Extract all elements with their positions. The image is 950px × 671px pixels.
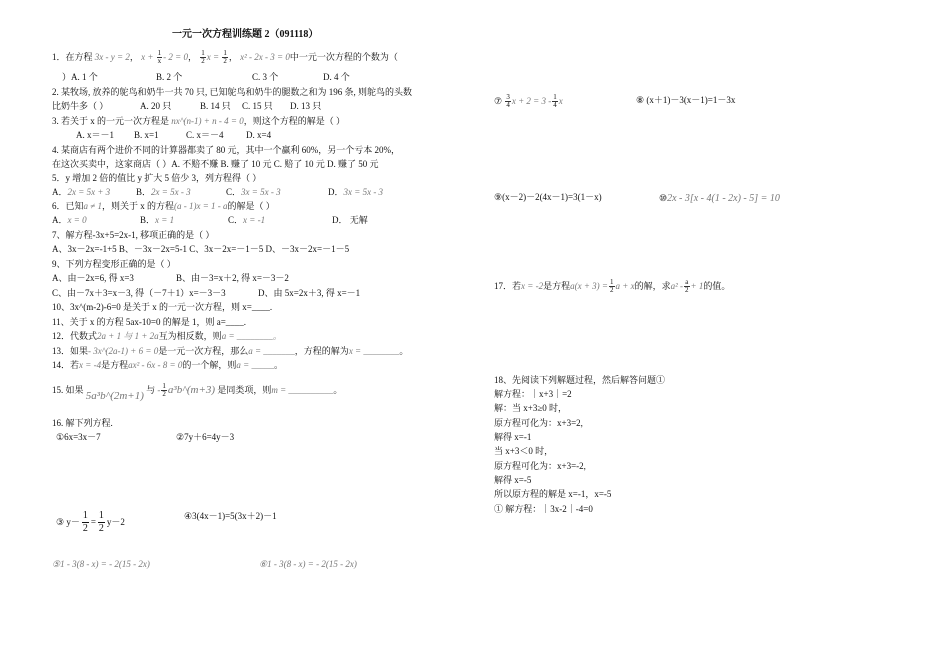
q18-line-9: ① 解方程：｜3x-2｜-4=0 <box>494 504 593 514</box>
q7-options: A、3x－2x=-1+5 B、－3x－2x=5-1 C、3x－2x=－1－5 D、－3x－2x=－1－5 <box>52 244 350 254</box>
q5-stem: 5．y 增加 2 倍的值比 y 扩大 5 倍少 3，列方程得（ ） <box>52 173 262 183</box>
q18-line-2: 解：当 x+3≥0 时， <box>494 403 568 413</box>
q2-stem: 比奶牛多（ ） <box>52 101 109 111</box>
q11: 11、关于 x 的方程 5ax-10=0 的解是 1，则 a=____. <box>52 317 247 327</box>
q1-eq-1: 3x - y = 2 <box>94 52 130 62</box>
q14-value: x = -4 <box>79 360 102 370</box>
q1-opt-b: B. 2 个 <box>156 72 183 82</box>
q5-opt-d: 3x = 5x - 3 <box>343 187 384 197</box>
q15-term-1: 5a³b^(2m+1) <box>85 390 144 402</box>
q5-label-b: B． <box>136 187 152 197</box>
q16-eq-3-pre: ③ y－ <box>56 517 80 527</box>
q16-eq-3-post: y－2 <box>106 517 125 527</box>
q13-blank-x: x = ________ <box>348 346 400 356</box>
q3-prefix: 3. 若关于 x 的一元一次方程是 <box>52 116 170 126</box>
q16-eq-3: ③ y－ $\frac{1}{2}$ = $\frac{1}{2}$ y－2 <box>56 510 125 535</box>
q1-eq-2b: - 2 = 0 <box>163 52 188 62</box>
q9-row-2 <box>52 287 361 299</box>
q14-mid2: 的一个解，则 <box>182 360 237 370</box>
q2-opt-d: D. 13 只 <box>290 101 322 111</box>
q12-blank: a = ________。 <box>221 331 282 341</box>
q13-mid2: ，方程的解为 <box>294 346 349 356</box>
q5-opt-b: 2x = 5x - 3 <box>151 187 191 197</box>
right-eq-8: ⑧ (x＋1)－3(x－1)=1－3x <box>636 95 736 105</box>
question-6 <box>52 200 275 212</box>
q9-opt-a: A、由－2x=6, 得 x=3 <box>52 273 134 283</box>
question-3 <box>52 115 345 127</box>
q3-suffix: ，则这个方程的解是（ ） <box>243 116 345 126</box>
q16-stem: 16. 解下列方程. <box>52 418 113 428</box>
q6-label-c: C． <box>228 215 244 225</box>
question-12 <box>52 330 282 342</box>
q4-line-1: 4. 某商店有两个进价不同的计算器都卖了 80 元，其中一个赢利 60%，另一个亏本 20%， <box>52 145 400 155</box>
q6-opt-b: x = 1 <box>155 215 175 225</box>
q16-eq-3-frac-2: $\frac{1}{2}$ <box>98 510 104 535</box>
q14-blank: a = _____ <box>236 360 274 370</box>
q6-suffix: 的解是（ ） <box>227 201 275 211</box>
q1-frac-3: $\frac{1}{2}$ <box>223 49 227 66</box>
q13-equation: - 3x^(2a-1) + 6 = 0 <box>88 346 159 356</box>
right-eq-7-body: x + 2 = 3 - <box>511 96 552 106</box>
q17-eq-left: a(x + 3) = <box>570 281 608 291</box>
q17-expr-a: a² - <box>670 281 684 291</box>
q14-prefix: 14．若 <box>52 360 80 370</box>
q1-eq-2a: x + <box>141 52 156 62</box>
right-eq-7-marker: ⑦ <box>494 96 503 106</box>
q1-frac-1: $\frac{1}{x}$ <box>157 49 162 66</box>
q2-opt-b: B. 14 只 <box>200 101 231 111</box>
q17-expr-b: + 1 <box>690 281 704 291</box>
q15-prefix: 15. 如果 <box>52 385 84 395</box>
question-13 <box>52 345 408 357</box>
q15-frac: $\frac{1}{2}$ <box>162 382 166 399</box>
q15-mid: 与 <box>146 385 156 395</box>
q9-opt-b: B、由－3=x＋2, 得 x=－3－2 <box>176 273 289 283</box>
q15-term-2: a³b^(m+3) <box>167 384 216 396</box>
q17-value: x = -2 <box>521 281 544 291</box>
q2-line-1: 2. 某牧场, 放养的鸵鸟和奶牛一共 70 只, 已知鸵鸟和奶牛的腿数之和为 196 条, 则鸵鸟的头数 <box>52 87 413 97</box>
q6-opt-a: x = 0 <box>67 215 87 225</box>
q16-eq-4: ④3(4x－1)=5(3x＋2)－1 <box>184 511 277 521</box>
right-eq-7-x: x <box>558 96 563 106</box>
q6-opt-d: D． 无解 <box>332 215 368 225</box>
q5-opt-c: 3x = 5x - 3 <box>241 187 281 197</box>
q15-mid2: 是同类项，则 <box>217 385 272 395</box>
q3-opt-a: A. x＝－1 <box>76 130 114 140</box>
q17-end: 的值。 <box>703 281 731 291</box>
q16-eq-1: ①6x=3x－7 <box>56 432 101 442</box>
right-eq-7 <box>494 92 563 110</box>
right-eq-7-frac-2: $\frac{1}{4}$ <box>553 93 557 110</box>
right-eq-9: ⑨(x－2)－2(4x－1)=3(1－x) <box>494 192 602 202</box>
q18-line-1: 解方程：｜x+3｜=2 <box>494 389 572 399</box>
q16-eq-3-frac-1: $\frac{1}{2}$ <box>82 510 88 535</box>
q9-opt-c: C、由－7x＋3=x－3, 得（－7＋1）x=－3－3 <box>52 288 226 298</box>
q6-opt-c: x = -1 <box>243 215 266 225</box>
page-title: 一元一次方程训练题 2（091118） <box>172 29 319 40</box>
q18-line-3: 原方程可化为：x+3=2, <box>494 418 583 428</box>
question-14 <box>52 359 283 371</box>
q16-eq-6: ⑥1 - 3(8 - x) = - 2(15 - 2x) <box>259 559 357 569</box>
q5-label-c: C． <box>226 187 242 197</box>
q3-opt-b: B. x=1 <box>134 130 159 140</box>
q10: 10、3x^(m-2)-6=0 是关于 x 的一元一次方程，则 x=____. <box>52 302 273 312</box>
q12-expr: 2a + 1 与 1 + 2a <box>97 331 159 341</box>
q2-line-2 <box>52 100 322 112</box>
q5-label-a: A． <box>52 187 68 197</box>
q5-label-d: D． <box>328 187 344 197</box>
q1-eq-4: x² - 2x - 3 = 0 <box>240 52 290 62</box>
right-eq-7-frac-1: $\frac{3}{4}$ <box>506 93 510 110</box>
q4-line-2: 在这次买卖中，这家商店（ ）A. 不赔不赚 B. 赚了 10 元 C. 赔了 10 元 D. 赚了 50 元 <box>52 159 379 169</box>
q16-eq-5: ⑤1 - 3(8 - x) = - 2(15 - 2x) <box>52 559 150 569</box>
q18-line-6: 原方程可化为：x+3=-2, <box>494 461 586 471</box>
q15-blank: m = __________ <box>271 385 334 395</box>
q1-opt-d: D. 4 个 <box>323 72 350 82</box>
q1-opt-c: C. 3 个 <box>252 72 279 82</box>
q18-line-8: 所以原方程的解是 x=-1，x=-5 <box>494 489 612 499</box>
q1-eq-3: x = <box>206 52 222 62</box>
q12-suffix: 互为相反数，则 <box>158 331 222 341</box>
q5-opt-a: 2x = 5x + 3 <box>67 187 111 197</box>
q1-opt-a: ）A. 1 个 <box>62 72 98 82</box>
q3-opt-c: C. x＝－4 <box>186 130 224 140</box>
q17-mid: 是方程 <box>543 281 571 291</box>
q6-options <box>52 214 368 226</box>
q9-opt-d: D、由 5x=2x＋3, 得 x=－1 <box>258 288 361 298</box>
q7-stem: 7、解方程-3x+5=2x-1, 移项正确的是（ ） <box>52 230 215 240</box>
q2-opt-a: A. 20 只 <box>140 101 172 111</box>
question-1: 1．在方程 3x - y = 2， x + $\frac{1}{x}$ - 2 = 0， $\frac{1}{2}$ x = $\frac{1}{2}$ ， x² - 2x - 3 = 0中一元一次方程的个数为（ <box>52 49 398 66</box>
q13-mid: 是一元一次方程，那么 <box>158 346 249 356</box>
q17-eq-right: a + x <box>615 281 635 291</box>
question-17 <box>494 276 730 296</box>
q6-equation: (a - 1)x = 1 - a <box>173 201 228 211</box>
q18-stem: 18、先阅读下列解题过程，然后解答问题① <box>494 375 666 385</box>
q5-options <box>52 186 384 198</box>
q13-end: 。 <box>399 346 409 356</box>
q3-opt-d: D. x=4 <box>246 130 272 140</box>
q6-mid: ，则关于 x 的方程 <box>101 201 174 211</box>
q1-options <box>62 71 350 83</box>
q18-line-4: 解得 x=-1 <box>494 432 532 442</box>
q17-frac-2: $\frac{a}{2}$ <box>685 278 689 295</box>
q6-label-b: B． <box>140 215 156 225</box>
q6-condition: a ≠ 1 <box>83 201 102 211</box>
q6-prefix: 6．已知 <box>52 201 84 211</box>
q3-equation: nx^(n-1) + n - 4 = 0 <box>171 116 244 126</box>
question-15: 15. 如果 5a³b^(2m+1) 与 - $\frac{1}{2}$ a³b^(m+3) 是同类项，则m = __________。 <box>52 382 343 402</box>
q1-suffix: 中一元一次方程的个数为（ <box>289 52 398 62</box>
right-eq-10 <box>659 192 780 205</box>
right-eq-10-marker: ⑩ <box>659 193 668 203</box>
q16-eq-2: ②7y＋6=4y－3 <box>176 432 235 442</box>
q13-prefix: 13．如果 <box>52 346 89 356</box>
q9-row-1 <box>52 272 289 284</box>
q1-frac-2: $\frac{1}{2}$ <box>201 49 205 66</box>
q17-prefix: 17．若 <box>494 281 522 291</box>
q14-mid: 是方程 <box>101 360 129 370</box>
q17-frac-1: $\frac{1}{2}$ <box>610 278 614 295</box>
q18-line-7: 解得 x=-5 <box>494 475 532 485</box>
q14-equation: ax² - 6x - 8 = 0 <box>128 360 183 370</box>
q9-stem: 9、下列方程变形正确的是（ ） <box>52 259 176 269</box>
q3-options <box>76 129 272 141</box>
q13-blank-a: a = _______ <box>248 346 295 356</box>
q14-end: 。 <box>273 360 283 370</box>
q12-prefix: 12．代数式 <box>52 331 98 341</box>
right-eq-10-body: 2x - 3[x - 4(1 - 2x) - 5] = 10 <box>667 193 780 204</box>
q1-prefix: 1．在方程 <box>52 52 93 62</box>
q15-end: 。 <box>333 385 343 395</box>
q17-mid2: 的解，求 <box>634 281 671 291</box>
q6-label-a: A． <box>52 215 68 225</box>
q18-line-5: 当 x+3＜0 时， <box>494 446 554 456</box>
q2-opt-c: C. 15 只 <box>242 101 273 111</box>
